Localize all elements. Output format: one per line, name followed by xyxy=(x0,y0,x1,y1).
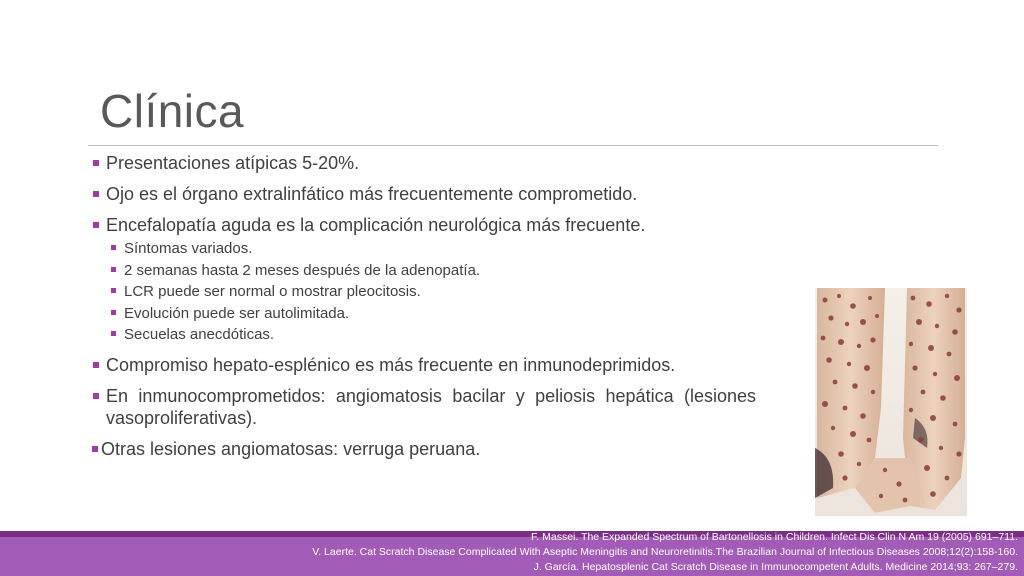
bullet-item: En inmunocomprometidos: angiomatosis bacilar y peliosis hepática (lesiones vasoproliferativas). xyxy=(92,385,756,429)
bullet-item: Ojo es el órgano extralinfático más frecuentemente comprometido. xyxy=(92,183,756,205)
sub-bullet-item: Evolución puede ser autolimitada. xyxy=(92,303,756,325)
clinical-photo-legs xyxy=(815,288,967,516)
bullet-item: Presentaciones atípicas 5-20%. xyxy=(92,152,756,174)
reference-item: J. García. Hepatosplenic Cat Scratch Disease in Immunocompetent Adults. Medicine 2014;93: 267–279. xyxy=(533,561,1018,573)
sub-bullet-item: 2 semanas hasta 2 meses después de la adenopatía. xyxy=(92,260,756,282)
bullet-list xyxy=(92,152,756,469)
bullet-item: Otras lesiones angiomatosas: verruga peruana. xyxy=(92,438,756,460)
slide-title: Clínica xyxy=(100,85,245,137)
sub-bullet-item: Síntomas variados. xyxy=(92,238,756,260)
skin-lesions-image xyxy=(815,288,967,516)
reference-item: V. Laerte. Cat Scratch Disease Complicated With Aseptic Meningitis and Neuroretinitis.The Brazilian Journal of Infectious Diseases 2008;12(2):158-160. xyxy=(312,546,1018,558)
bullet-item: Encefalopatía aguda es la complicación neurológica más frecuente. xyxy=(92,214,756,236)
reference-item: F. Massei. The Expanded Spectrum of Bartonellosis in Children. Infect Dis Clin N Am 19 (2005) 691–711. xyxy=(531,531,1018,543)
sub-bullet-item: Secuelas anecdóticas. xyxy=(92,324,756,346)
sub-bullet-list xyxy=(92,238,756,346)
sub-bullet-item: LCR puede ser normal o mostrar pleocitosis. xyxy=(92,281,756,303)
title-divider xyxy=(88,145,938,146)
bullet-item: Compromiso hepato-esplénico es más frecuente en inmunodeprimidos. xyxy=(92,354,756,376)
references xyxy=(312,530,1018,575)
